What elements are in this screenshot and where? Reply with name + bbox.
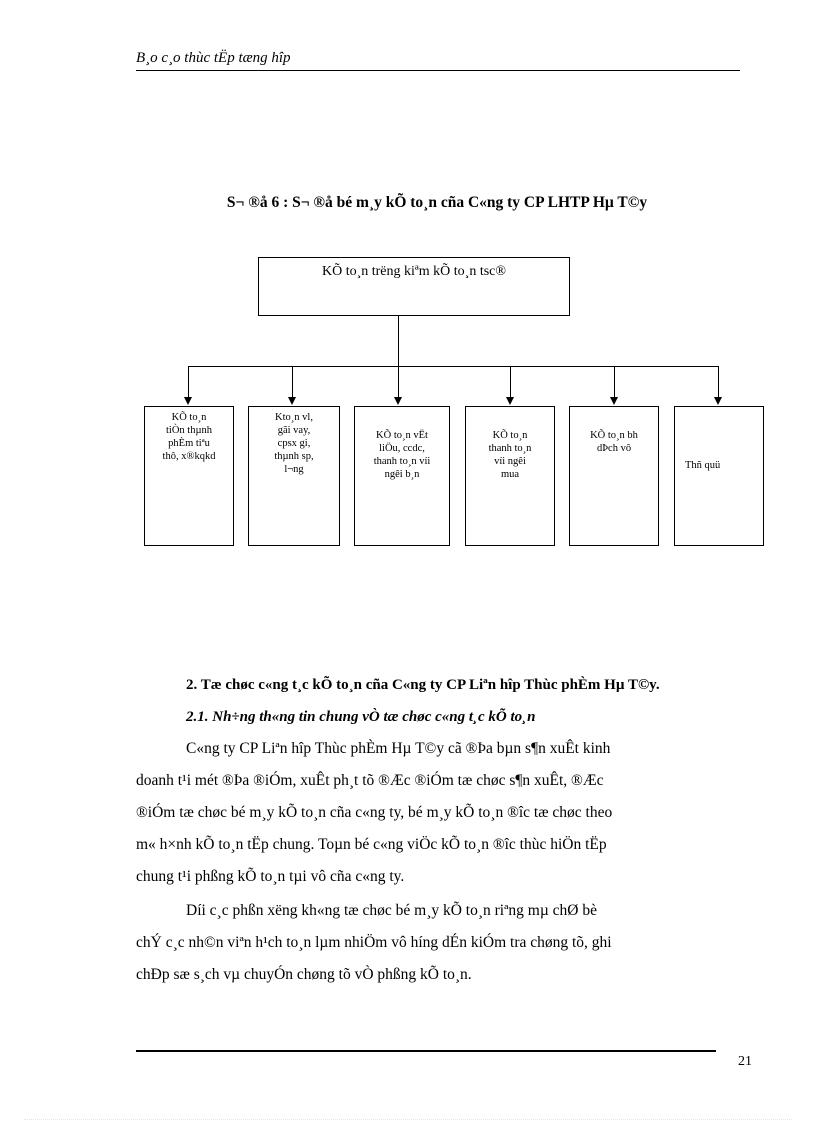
dept-box-service-sales — [569, 406, 659, 546]
connector-3 — [398, 366, 399, 398]
box-line: KÕ to¸n bh — [590, 430, 638, 441]
box-line: phÈm tiªu — [168, 438, 210, 449]
connector-2 — [292, 366, 293, 398]
box-line: gãi vay, — [277, 425, 311, 436]
arrow-icon — [184, 397, 192, 405]
box-line: cpsx gi, — [277, 438, 311, 449]
box-line: thanh to¸n — [488, 443, 532, 454]
arrow-icon — [394, 397, 402, 405]
arrow-icon — [288, 397, 296, 405]
connector-4 — [510, 366, 511, 398]
dept-box-sales-accounting — [144, 406, 234, 546]
diagram-title: S¬ ®å 6 : S¬ ®å bé m¸y kÕ to¸n cña C«ng ty CP LHTP Hµ T©y — [226, 194, 648, 211]
paragraph-line: Díi c¸c phßn xëng kh«ng tæ chøc bé m¸y kÕ to¸n riªng mµ chØ bè — [186, 902, 597, 919]
paragraph-line: chÝ c¸c nh©n viªn h¹ch to¸n lµm nhiÖm vô híng dÉn kiÓm tra chøng tõ, ghi — [136, 934, 612, 951]
running-header: B¸o c¸o thùc tËp tæng hîp — [136, 50, 291, 66]
box-line: mua — [500, 469, 520, 480]
main-connector — [398, 316, 399, 366]
footer-rule — [136, 1050, 716, 1052]
dept-box-supplies-payables — [354, 406, 450, 546]
box-line: víi ngêi — [494, 456, 526, 467]
page-number: 21 — [738, 1054, 752, 1069]
box-line: KÕ to¸n — [171, 412, 207, 423]
box-line: l¬ng — [284, 464, 304, 475]
connector-6 — [718, 366, 719, 398]
dept-box-treasurer — [674, 406, 764, 546]
chief-accountant-label: KÕ to¸n trëng kiªm kÕ to¸n tsc® — [321, 264, 507, 279]
header-rule — [136, 70, 740, 71]
box-line: ngêi b¸n — [384, 469, 420, 480]
arrow-icon — [714, 397, 722, 405]
paragraph-1 — [136, 733, 740, 893]
paragraph-line: chung t¹i phßng kÕ to¸n tµi vô cña c«ng ty. — [136, 868, 405, 885]
box-line: dÞch vô — [596, 443, 632, 454]
page-bottom-border — [24, 1119, 792, 1120]
box-line: thµnh sp, — [274, 451, 314, 462]
paragraph-line: m« h×nh kÕ to¸n tËp chung. Toµn bé c«ng viÖc kÕ to¸n ®îc thùc hiÖn tËp — [136, 836, 607, 853]
box-line: KÕ to¸n — [492, 430, 528, 441]
box-line: KÕ to¸n vËt — [376, 430, 428, 441]
box-line: Thñ quü — [685, 460, 721, 471]
paragraph-line: ®iÓm tæ chøc bé m¸y kÕ to¸n cña c«ng ty, bé m¸y kÕ to¸n ®îc tæ chøc theo — [136, 804, 613, 821]
box-line: Kto¸n vl, — [275, 412, 313, 423]
horizontal-connector — [188, 366, 719, 367]
paragraph-line: chÐp sæ s¸ch vµ chuyÓn chøng tõ vÒ phßng kÕ to¸n. — [136, 966, 472, 983]
connector-1 — [188, 366, 189, 398]
dept-box-receivables — [465, 406, 555, 546]
paragraph-line: C«ng ty CP Liªn hîp Thùc phÈm Hµ T©y cã ®Þa bµn s¶n xuÊt kinh — [186, 740, 611, 757]
box-line: thô, x®kqkd — [162, 451, 216, 462]
arrow-icon — [610, 397, 618, 405]
box-line: liÖu, ccdc, — [379, 443, 425, 454]
connector-5 — [614, 366, 615, 398]
section-subheading: 2.1. Nh÷ng th«ng tin chung vÒ tæ chøc c«ng t¸c kÕ to¸n — [186, 709, 536, 725]
arrow-icon — [506, 397, 514, 405]
box-line: thanh to¸n víi — [373, 456, 431, 467]
paragraph-2 — [136, 895, 740, 991]
paragraph-line: doanh t¹i mét ®Þa ®iÓm, xuÊt ph¸t tõ ®Æc ®iÓm tæ chøc s¶n xuÊt, ®Æc — [136, 772, 604, 789]
dept-box-materials-cost — [248, 406, 340, 546]
box-line: tiÒn thµnh — [165, 425, 212, 436]
chief-accountant-box — [258, 257, 570, 316]
section-heading: 2. Tæ chøc c«ng t¸c kÕ to¸n cña C«ng ty CP Liªn hîp Thùc phÈm Hµ T©y. — [186, 677, 660, 693]
